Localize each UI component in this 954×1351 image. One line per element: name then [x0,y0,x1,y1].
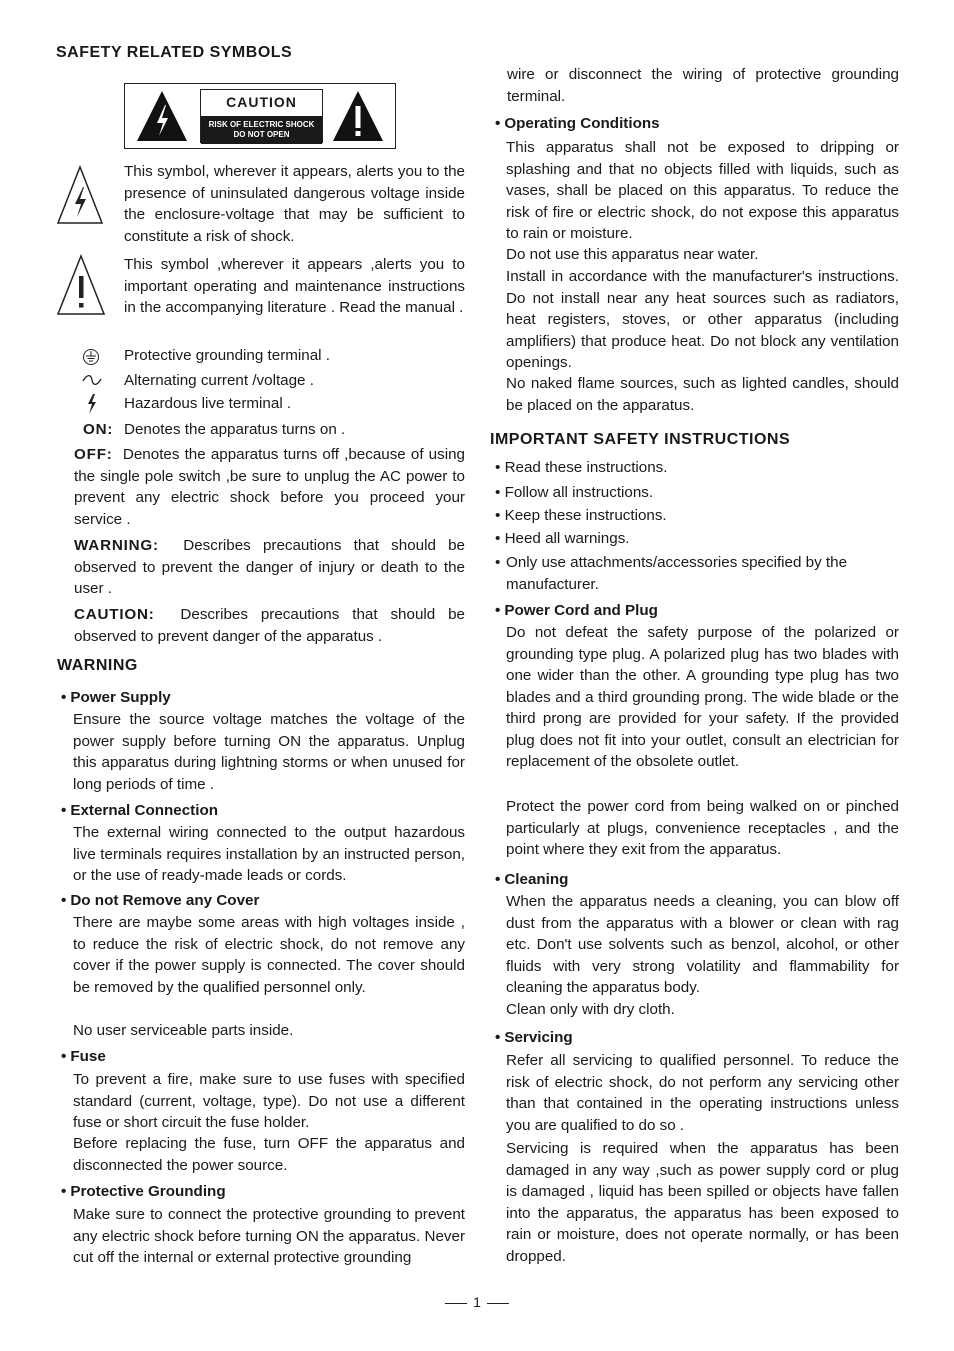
operating-text: This apparatus shall not be exposed to dripping or splashing and that no objects filled with liquids, such as vases, shall be placed on this apparatus. To reduce the risk of fire or electric shock, do not expose this apparatus to rain or moisture. [506,139,899,242]
cover-text-2: No user serviceable parts inside. [73,1022,294,1039]
exclamation-triangle-icon [56,254,106,316]
servicing-title: • Servicing [495,1029,573,1046]
page-number: 1 [473,1294,481,1310]
cleaning-title: • Cleaning [495,871,569,888]
list-item: • Follow all instructions. [495,484,654,501]
caution-definition: CAUTION: Describes precautions that should be observed to prevent danger of the apparatus . [74,606,465,645]
on-text: Denotes the apparatus turns on . [124,421,346,438]
ground-icon [82,348,100,366]
operating-title: • Operating Conditions [495,115,660,132]
operating-text-2: Do not use this apparatus near water. [506,246,759,263]
footer-rule-left [445,1303,467,1304]
cleaning-text: When the apparatus needs a cleaning, you can blow off dust from the apparatus with a blower or clean with rag etc. Don't use solvents such as benzol, alcohol, or other fluids with very strong volatility and flammability for cleaning the apparatus body. [506,893,899,996]
power-supply-text: Ensure the source voltage matches the voltage of the power supply before turning ON the apparatus. Unplug this apparatus during lightning storms or when unused for long periods of time . [73,711,465,793]
symbol-lightning-description: This symbol, wherever it appears, alerts you to the presence of uninsulated dangerous voltage inside the enclosure-voltage that may be sufficient to constitute a risk of shock. [124,163,465,245]
lightning-triangle-icon [56,165,104,225]
warning-definition: WARNING: Describes precautions that should be observed to prevent the danger of injury or death to the user . [74,537,465,597]
heading-safety-symbols: SAFETY RELATED SYMBOLS [56,44,293,61]
grounding-text-continued: wire or disconnect the wiring of protective grounding terminal. [507,66,899,105]
ground-description: Protective grounding terminal . [124,347,330,364]
external-connection-title: • External Connection [61,802,219,819]
fuse-title: • Fuse [61,1048,106,1065]
ac-wave-icon [82,374,102,386]
grounding-text: Make sure to connect the protective grounding to prevent any electric shock before turning ON the apparatus. Never cut off the internal or external protective grounding [73,1206,465,1266]
caution-box-title: CAUTION [226,94,297,110]
page-footer [0,1294,954,1310]
fuse-text-2: Before replacing the fuse, turn OFF the apparatus and disconnected the power source. [73,1135,465,1174]
symbol-exclamation-description: This symbol ,wherever it appears ,alerts you to important operating and maintenance instructions in the accompanying literature . Read the manual . [124,256,465,316]
list-item: • Heed all warnings. [495,530,630,547]
heading-important-instructions: IMPORTANT SAFETY INSTRUCTIONS [490,431,791,448]
on-definition [83,419,346,441]
operating-text-4: No naked flame sources, such as lighted candles, should be placed on the apparatus. [506,375,899,414]
cover-text: There are maybe some areas with high voltages inside , to reduce the risk of electric shock, do not remove any cover if the power supply is connected. The cover should be removed by the qualified personnel only. [73,914,465,996]
caution-label-panel [200,89,323,143]
fuse-text: To prevent a fire, make sure to use fuses with specified standard (current, voltage, type). Do not use a different fuse or short circuit the fuse holder. [73,1071,465,1131]
off-definition: OFF: Denotes the apparatus turns off ,because of using the single pole switch ,be sure to unplug the AC power to prevent any electric shock before you proceed your service . [74,446,465,528]
power-supply-title: • Power Supply [61,689,171,706]
list-item: • Only use attachments/accessories specified by the manufacturer. [495,554,848,593]
caution-box-subtitle: RISK OF ELECTRIC SHOCK DO NOT OPEN [201,116,322,144]
ac-description: Alternating current /voltage . [124,372,314,389]
cord-title: • Power Cord and Plug [495,602,658,619]
caution-label-box [124,83,396,149]
cord-text: Do not defeat the safety purpose of the polarized or grounding type plug. A polarized plug has two blades with one wider than the other. A grounding type plug has two blades and a third grounding prong. The wide blade or the third prong are provided for your safety. If the provided plug does not fit into your outlet, consult an electrician for replacement of the obsolete outlet. [506,624,899,770]
footer-rule-right [487,1303,509,1304]
grounding-title: • Protective Grounding [61,1183,226,1200]
external-connection-text: The external wiring connected to the output hazardous live terminals requires installation by an instructed person, or the use of ready-made leads or cords. [73,824,465,884]
on-label: ON: [83,421,114,438]
exclamation-warning-icon [331,89,385,143]
servicing-text: Refer all servicing to qualified personnel. To reduce the risk of electric shock, do not perform any servicing other than that contained in the operating instructions unless you are qualified to do so . [506,1052,899,1134]
live-description: Hazardous live terminal . [124,395,292,412]
cleaning-text-2: Clean only with dry cloth. [506,1001,675,1018]
heading-warning: WARNING [57,657,138,674]
list-item: • Keep these instructions. [495,507,667,524]
lightning-warning-icon [135,89,189,143]
live-terminal-icon [86,394,98,414]
servicing-text-2: Servicing is required when the apparatus has been damaged in any way ,such as power supply cord or plug is damaged , liquid has been spilled or objects have fallen into the apparatus, the apparatus has been exposed to rain or moisture, does not operate normally, or has been dropped. [506,1140,899,1265]
cover-title: • Do not Remove any Cover [61,892,260,909]
operating-text-3: Install in accordance with the manufacturer's instructions. Do not install near any heat sources such as radiators, heat registers, stoves, or other apparatus (including amplifiers) that produce heat. Do not block any ventilation openings. [506,268,899,371]
list-item: • Read these instructions. [495,459,668,476]
cord-text-2: Protect the power cord from being walked on or pinched particularly at plugs, convenience receptacles , and the point where they exit from the apparatus. [506,798,899,858]
